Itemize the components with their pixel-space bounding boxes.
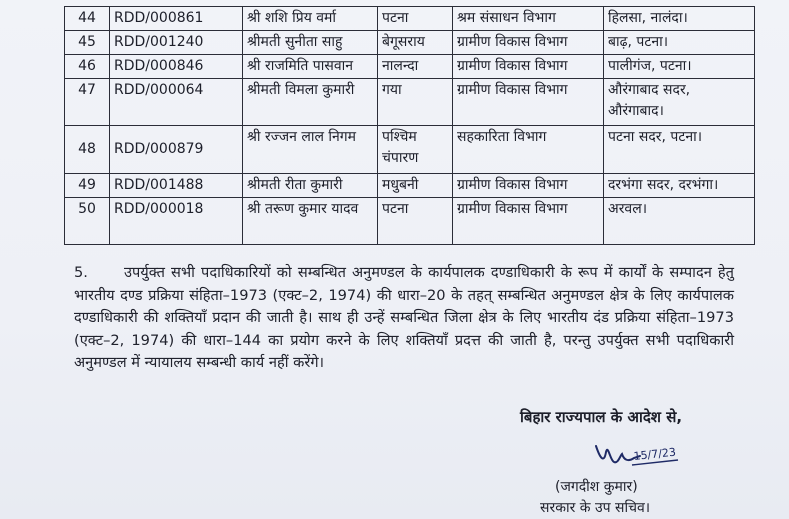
registration-id-cell: RDD/000846 bbox=[110, 55, 243, 79]
serial-number-cell: 44 bbox=[65, 7, 110, 31]
posting-place-cell: दरभंगा सदर, दरभंगा। bbox=[604, 174, 755, 198]
officer-table bbox=[64, 6, 755, 245]
table-row bbox=[65, 55, 755, 79]
registration-id-cell: RDD/000018 bbox=[110, 198, 243, 245]
table-row bbox=[65, 7, 755, 31]
home-district-cell: गया bbox=[378, 79, 453, 126]
table-row bbox=[65, 174, 755, 198]
serial-number-cell: 45 bbox=[65, 31, 110, 55]
serial-number-cell: 48 bbox=[65, 126, 110, 174]
home-district-cell: पटना bbox=[378, 198, 453, 245]
table-row bbox=[65, 31, 755, 55]
home-district-cell: बेगूसराय bbox=[378, 31, 453, 55]
officer-name-cell: श्री रज्जन लाल निगम bbox=[243, 126, 378, 174]
registration-id-cell: RDD/000064 bbox=[110, 79, 243, 126]
posting-place-cell: पटना सदर, पटना। bbox=[604, 126, 755, 174]
serial-number-cell: 50 bbox=[65, 198, 110, 245]
order-line: बिहार राज्यपाल के आदेश से, bbox=[520, 408, 683, 426]
officer-table-body bbox=[65, 7, 755, 245]
home-district-cell: मधुबनी bbox=[378, 174, 453, 198]
posting-place-cell: बाढ़, पटना। bbox=[604, 31, 755, 55]
department-cell: सहकारिता विभाग bbox=[453, 126, 604, 174]
home-district-cell: पश्चिम चंपारण bbox=[378, 126, 453, 174]
registration-id-cell: RDD/000861 bbox=[110, 7, 243, 31]
department-cell: ग्रामीण विकास विभाग bbox=[453, 198, 604, 245]
posting-place-cell: पालीगंज, पटना। bbox=[604, 55, 755, 79]
department-cell: ग्रामीण विकास विभाग bbox=[453, 174, 604, 198]
paragraph-number: 5. bbox=[74, 264, 88, 281]
home-district-cell: नालन्दा bbox=[378, 55, 453, 79]
posting-place-cell: हिलसा, नालंदा। bbox=[604, 7, 755, 31]
department-cell: ग्रामीण विकास विभाग bbox=[453, 79, 604, 126]
officer-name-cell: श्री राजमिति पासवान bbox=[243, 55, 378, 79]
serial-number-cell: 49 bbox=[65, 174, 110, 198]
department-cell: श्रम संसाधन विभाग bbox=[453, 7, 604, 31]
signature-mark bbox=[590, 438, 690, 478]
home-district-cell: पटना bbox=[378, 7, 453, 31]
department-cell: ग्रामीण विकास विभाग bbox=[453, 31, 604, 55]
officer-name-cell: श्री तरूण कुमार यादव bbox=[243, 198, 378, 245]
registration-id-cell: RDD/001240 bbox=[110, 31, 243, 55]
table-row bbox=[65, 126, 755, 174]
signer-name: (जगदीश कुमार) bbox=[555, 479, 638, 495]
officer-name-cell: श्रीमती सुनीता साहु bbox=[243, 31, 378, 55]
posting-place-cell: अरवल। bbox=[604, 198, 755, 245]
signer-title: सरकार के उप सचिव। bbox=[540, 500, 651, 516]
officer-name-cell: श्री शशि प्रिय वर्मा bbox=[243, 7, 378, 31]
serial-number-cell: 47 bbox=[65, 79, 110, 126]
officer-name-cell: श्रीमती विमला कुमारी bbox=[243, 79, 378, 126]
signature-date: 15/7/23 bbox=[632, 445, 677, 463]
posting-place-cell: औरंगाबाद सदर, औरंगाबाद। bbox=[604, 79, 755, 126]
officer-name-cell: श्रीमती रीता कुमारी bbox=[243, 174, 378, 198]
table-row bbox=[65, 79, 755, 126]
serial-number-cell: 46 bbox=[65, 55, 110, 79]
paragraph-text: उपर्युक्त सभी पदाधिकारियों को सम्बन्धित अनुमण्डल के कार्यपालक दण्डाधिकारी के रूप में कार्यों के सम्पादन हेतु भारतीय दण्ड प्रक्रिया संहिता–1973 (एक्ट–2, 1974) की धारा–20 के तहत् सम्बन्धित अनुमण्डल क्षेत्र के लिए कार्यपालक दण्डाधिकारी की शक्तियाँ प्रदान की जाती है। साथ ही उन्हें सम्बन्धित जिला क्षेत्र के लिए भारतीय दंड प्रक्रिया संहिता–1973 (एक्ट–2, 1974) की धारा–144 का प्रयोग करने के लिए शक्तियाँ प्रदत्त की जाती है, परन्तु उपर्युक्त सभी पदाधिकारी अनुमण्डल में न्यायालय सम्बन्धी कार्य नहीं करेंगे। bbox=[74, 264, 734, 371]
paragraph-5 bbox=[74, 262, 734, 375]
table-row bbox=[65, 198, 755, 245]
registration-id-cell: RDD/001488 bbox=[110, 174, 243, 198]
department-cell: ग्रामीण विकास विभाग bbox=[453, 55, 604, 79]
registration-id-cell: RDD/000879 bbox=[110, 126, 243, 174]
